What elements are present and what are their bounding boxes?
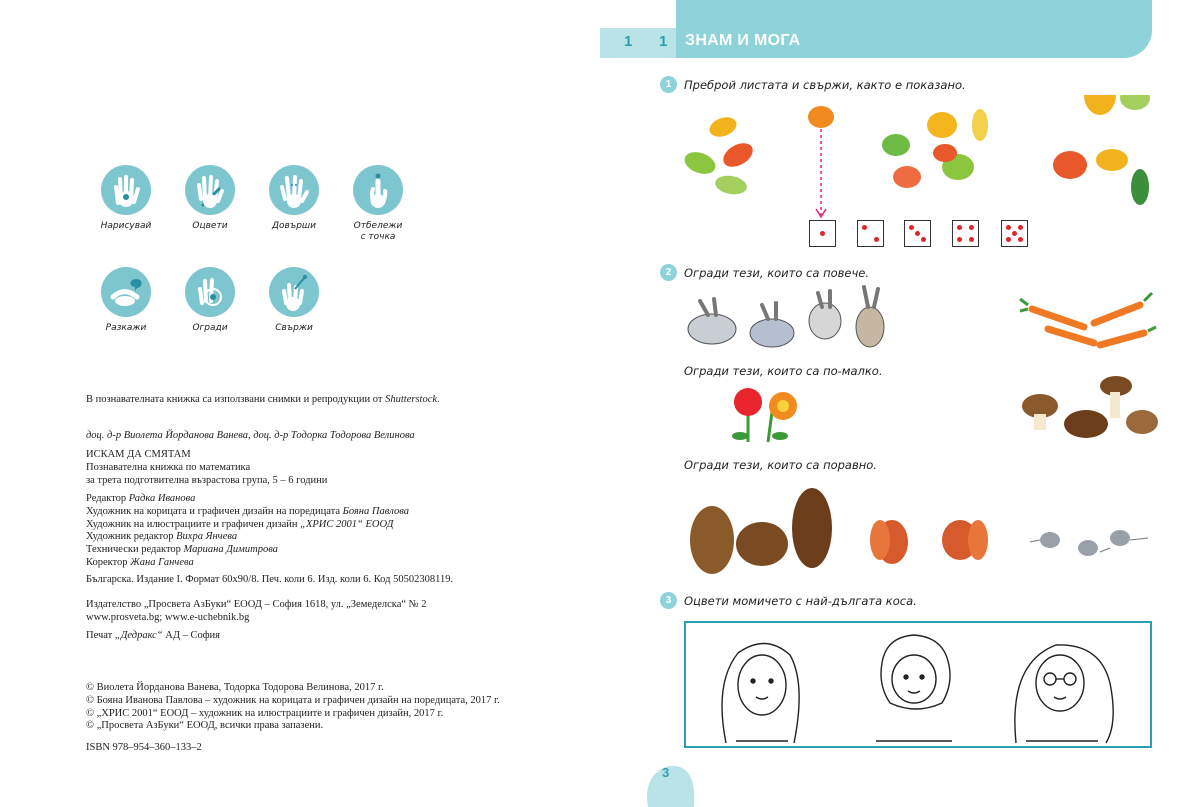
photo-note: В познавателната книжка са използвани снимки и репродукции от Shutterstock. [86, 394, 440, 405]
task-2c-text: Огради тези, които са поравно. [684, 458, 877, 472]
connect-hand-icon [269, 267, 319, 317]
edition: Българска. Издание I. Формат 60x90/8. Печ. коли 6. Изд. коли 6. Код 50502308119. [86, 574, 454, 585]
task-2a-text: Огради тези, които са повече. [684, 266, 869, 280]
credit-line: Технически редактор Мариана Димитрова [86, 544, 278, 556]
chapter-number: 1 [624, 33, 633, 50]
mushrooms [1022, 376, 1158, 438]
flowers [732, 388, 797, 442]
credit-line: Коректор Жана Ганчева [86, 556, 194, 568]
publisher: Издателство „Просвета АзБуки“ ЕООД – София 1618, ул. „Земеделска“ № 2 www.prosveta.bg; www.e-uchebnik.bg [86, 599, 427, 623]
girls-frame [684, 621, 1152, 748]
dice-box[interactable] [1001, 220, 1028, 247]
flowers-mushrooms-illustration [600, 372, 1200, 447]
mark-dot-icon [353, 165, 403, 215]
credit-line: Художник на корицата и графичен дизайн на поредицата Бояна Павлова [86, 505, 409, 517]
task-number: 3 [660, 592, 677, 609]
legend-label: Свържи [275, 323, 313, 333]
leaf-group-3 [882, 109, 988, 188]
legend-finish [254, 165, 334, 232]
legend-label: Огради [192, 323, 228, 333]
bears-squirrels-mice-illustration [600, 482, 1200, 582]
spiral-mark [644, 0, 646, 22]
task-number: 2 [660, 264, 677, 281]
color-hand-icon [185, 165, 235, 215]
credit-line: Художник редактор Вихра Янчева [86, 531, 238, 543]
spiral-mark [614, 0, 616, 22]
squirrels [870, 520, 988, 564]
mice [1030, 530, 1148, 556]
legend-connect [254, 267, 334, 334]
leaf-group-4 [1053, 95, 1150, 205]
credits [86, 493, 409, 570]
page-number: 3 [662, 765, 670, 780]
task-3-text: Оцвети момичето с най-дългата коса. [684, 594, 917, 608]
finish-hand-icon [269, 165, 319, 215]
header-left-strip [600, 28, 680, 58]
authors: доц. д-р Виолета Йорданова Ванева, доц. д-р Тодорка Тодорова Велинова [86, 430, 415, 441]
legend-label: Отбележи с точка [353, 221, 403, 242]
legend-tell [86, 267, 166, 334]
spiral-mark [634, 0, 636, 22]
leaves-illustration [600, 95, 1200, 260]
legend-label: Оцвети [192, 221, 228, 231]
chapter-title: ЗНАМ И МОГА [685, 32, 801, 49]
credit-line: Редактор Радка Иванова [86, 493, 196, 504]
chapter-header [600, 0, 1152, 58]
right-page [600, 0, 1200, 807]
leaf-single [808, 106, 834, 217]
bears [690, 488, 832, 574]
carrots [1020, 293, 1156, 345]
spiral-mark [664, 0, 666, 22]
legend-label: Довърши [272, 221, 316, 231]
task-number: 1 [660, 76, 677, 93]
lesson-number: 1 [659, 33, 668, 50]
circle-hand-icon [185, 267, 235, 317]
printer: Печат „Дедракс“ АД – София [86, 630, 221, 641]
legend-label: Разкажи [105, 323, 147, 333]
rabbits [688, 287, 884, 347]
tell-icon [101, 267, 151, 317]
legend-circle [170, 267, 250, 334]
legend-color [170, 165, 250, 232]
dice-box[interactable] [952, 220, 979, 247]
girls-outline-illustration [686, 623, 1150, 746]
task-1-text: Преброй листата и свържи, както е показано. [684, 78, 966, 92]
task-2b-text: Огради тези, които са по-малко. [684, 364, 883, 378]
draw-hand-icon [101, 165, 151, 215]
leaf-group-1 [682, 114, 757, 197]
spiral-mark [624, 0, 626, 22]
dice-box[interactable] [809, 220, 836, 247]
copyrights: © Виолета Йорданова Ванева, Тодорка Тодорова Велинова, 2017 г. © Бояна Иванова Павлова – художник на корицата и графичен дизайн на поредицата, 2017 г. © „ХРИС 2001“ ЕООД – художник на илюстрациите и графичен дизайн, 2017 г. © „Просвета АзБуки“ ЕООД, всички права запазени. [86, 682, 500, 732]
isbn: ISBN 978–954–360–133–2 [86, 742, 202, 753]
book-info: ИСКАМ ДА СМЯТАМ Познавателна книжка по математика за трета подготвителна възрастова група, 5 – 6 години [86, 449, 328, 486]
legend-mark [338, 165, 418, 243]
dice-box[interactable] [857, 220, 884, 247]
rabbits-carrots-illustration [600, 283, 1200, 358]
credit-line: Художник на илюстрациите и графичен дизайн „ХРИС 2001“ ЕООД [86, 518, 394, 530]
legend-draw [86, 165, 166, 232]
dice-box[interactable] [904, 220, 931, 247]
spiral-mark [654, 0, 656, 22]
legend-label: Нарисувай [100, 221, 152, 231]
page-corner-decoration [640, 755, 700, 807]
